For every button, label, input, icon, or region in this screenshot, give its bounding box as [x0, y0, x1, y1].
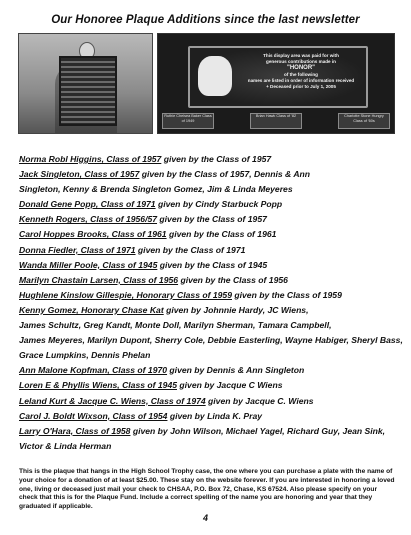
honoree-entry: [19, 212, 399, 227]
page-title: Our Honoree Plaque Additions since the last newsletter: [51, 14, 360, 26]
honoree-entry: [19, 227, 399, 242]
honoree-donors: given by Cindy Starbuck Popp: [155, 199, 283, 210]
honoree-donors: given by the Class of 1961: [166, 229, 277, 240]
plate-line: names are listed in order of information received: [247, 77, 355, 83]
honoree-donors: given by John Wilson, Michael Yagel, Richard Guy, Jean Sink,: [130, 425, 386, 436]
honoree-name: Larry O'Hara, Class of 1958: [19, 425, 131, 436]
honoree-entry: [19, 424, 399, 439]
honoree-donors: James Meyeres, Marilyn Dupont, Sherry Cole, Debbie Easterling, Wayne Habiger, Sheryl Bass,: [19, 335, 403, 346]
honoree-name: Norma Robl Higgins, Class of 1957: [19, 154, 162, 164]
honoree-name: Ann Malone Kopfman, Class of 1970: [19, 365, 168, 376]
honoree-donors: Victor & Linda Herman: [19, 440, 112, 451]
cat-mascot-icon: [198, 56, 232, 96]
honoree-donors: given by Jacque C Wiens: [177, 380, 283, 391]
page-number: 4: [202, 513, 208, 523]
honoree-name: Leland Kurt & Jacque C. Wiens, Class of 1974: [19, 395, 206, 406]
name-plate: Brian Hawk Class of '82: [250, 113, 302, 129]
plate-line: generous contributions made in: [266, 59, 336, 65]
main-plaque-plate: [188, 46, 368, 108]
honoree-donors: given by Jacque C. Wiens: [205, 395, 314, 406]
plate-line: of the following: [284, 71, 318, 77]
honoree-name: Marilyn Chastain Larsen, Class of 1956: [19, 274, 179, 285]
plate-line: This display area was paid for with: [263, 53, 339, 58]
honoree-name: Loren E & Phyllis Wiens, Class of 1945: [19, 380, 178, 391]
honoree-entry: [19, 288, 399, 303]
honoree-entry: [19, 167, 399, 182]
honoree-donors: given by Dennis & Ann Singleton: [167, 365, 305, 376]
honoree-entry: [19, 394, 399, 409]
honoree-donors: given by the Class of 1959: [232, 289, 342, 300]
honoree-donors: given by the Class of 1956: [178, 274, 288, 285]
honoree-donors: given by the Class of 1957, Dennis & Ann: [139, 169, 311, 180]
honoree-entry: [19, 152, 399, 167]
honoree-entry: [19, 258, 399, 273]
photo-man-holding-plaque: [18, 33, 153, 134]
honoree-donors: given by the Class of 1945: [157, 259, 268, 270]
honoree-entry: [19, 439, 399, 454]
small-name-plates: [162, 113, 390, 129]
honoree-name: Donna Fiedler, Class of 1971: [19, 244, 136, 255]
plate-line: "HONOR": [286, 65, 316, 72]
honoree-donors: James Schultz, Greg Kandt, Monte Doll, Marilyn Sherman, Tamara Campbell,: [19, 320, 332, 331]
honoree-entry: [19, 409, 399, 424]
honoree-donors: Grace Lumpkins, Dennis Phelan: [19, 350, 151, 361]
honoree-name: Carol J. Boldt Wixson, Class of 1954: [19, 410, 168, 421]
plate-line: + Deceased prior to July 1, 2005: [266, 84, 336, 90]
honoree-name: Donald Gene Popp, Class of 1971: [19, 199, 156, 210]
photo-plaque-closeup: [157, 33, 395, 134]
honoree-donors: given by the Class of 1957: [161, 154, 272, 164]
main-plate-text: [238, 53, 364, 90]
honoree-name: Jack Singleton, Class of 1957: [19, 169, 140, 180]
honoree-name: Carol Hoppes Brooks, Class of 1961: [19, 229, 167, 240]
honoree-donors: given by the Class of 1971: [135, 244, 246, 255]
honoree-entry: [19, 378, 399, 393]
honoree-donors: given by the Class of 1957: [157, 214, 267, 225]
honoree-list: [19, 152, 403, 454]
honoree-entry: [19, 303, 399, 318]
honoree-entry: [19, 348, 399, 363]
honoree-entry: [19, 363, 399, 378]
honoree-donors: Singleton, Kenny & Brenda Singleton Gomez, Jim & Linda Meyeres: [19, 184, 293, 195]
name-plate: Ruthie Chelsea Baker Class of 1949: [162, 113, 214, 129]
honoree-entry: [19, 197, 399, 212]
honoree-entry: [19, 273, 399, 288]
honoree-name: Wanda Miller Poole, Class of 1945: [19, 259, 158, 270]
honoree-entry: [19, 182, 399, 197]
honoree-name: Hughlene Kinslow Gillespie, Honorary Class of 1959: [19, 289, 232, 300]
held-plaque: [59, 56, 117, 126]
honoree-donors: given by Linda K. Pray: [167, 410, 263, 421]
name-plate: Charlotte Stone Hungry Class of '60s: [338, 113, 390, 129]
honoree-entry: [19, 318, 399, 333]
plaque-fund-note: This is the plaque that hangs in the High School Trophy case, the one where you can purchase a plate with the name of your choice for a donation of at least $25.00. These stay on the website forever. If you are interested in honoring a loved one, living or deceased just mail your check to CHSAA, P.O. Box 72, Chase, KS 67524. Also please specify on your check that this is for the Plaque Fund. Include a correct spelling of the name you are honoring and year that they graduated if applicable.: [19, 468, 395, 511]
honoree-name: Kenny Gomez, Honorary Chase Kat: [19, 304, 164, 315]
honoree-name: Kenneth Rogers, Class of 1956/57: [19, 214, 158, 225]
honoree-entry: [19, 333, 403, 348]
honoree-entry: [19, 243, 399, 258]
honoree-donors: given by Johnnie Hardy, JC Wiens,: [163, 304, 309, 315]
